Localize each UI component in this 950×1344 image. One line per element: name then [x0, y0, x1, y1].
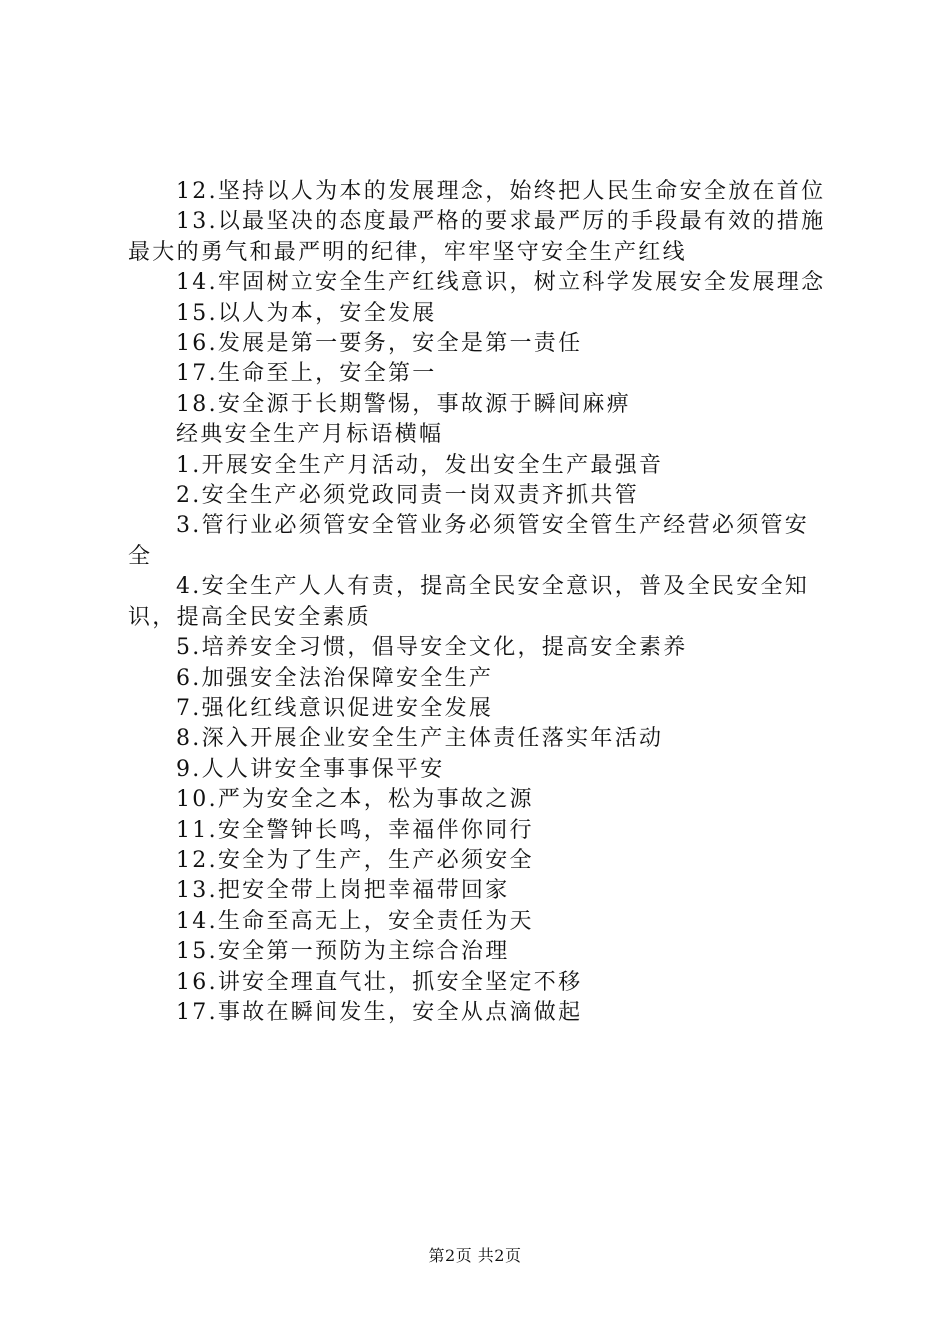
slogan-paragraph: 7.强化红线意识促进安全发展 [176, 695, 494, 721]
slogan-paragraph: 5.培养安全习惯，倡导安全文化，提高安全素养 [176, 635, 688, 661]
slogan-paragraph: 12.坚持以人为本的发展理念，始终把人民生命安全放在首位 [176, 179, 826, 204]
slogan-paragraph: 15.以人为本，安全发展 [176, 300, 437, 326]
slogan-paragraph: 13.把安全带上岗把幸福带回家 [176, 878, 510, 904]
slogan-paragraph: 3.管行业必须管安全管业务必须管安全管生产经营必须管安全 [128, 513, 810, 569]
slogan-paragraph: 17.生命至上，安全第一 [176, 361, 437, 387]
slogan-paragraph: 11.安全警钟长鸣，幸福伴你同行 [176, 817, 534, 843]
slogan-paragraph: 9.人人讲安全事事保平安 [176, 756, 445, 782]
slogan-paragraph: 18.安全源于长期警惕，事故源于瞬间麻痹 [176, 391, 631, 417]
slogan-paragraph: 14.生命至高无上，安全责任为天 [176, 908, 534, 934]
slogan-paragraph: 4.安全生产人人有责，提高全民安全意识，普及全民安全知识，提高全民安全素质 [128, 574, 810, 630]
slogan-paragraph: 17.事故在瞬间发生，安全从点滴做起 [176, 999, 583, 1025]
section-heading: 经典安全生产月标语横幅 [176, 422, 444, 448]
slogan-paragraph: 16.发展是第一要务，安全是第一责任 [176, 331, 583, 357]
document-body [128, 177, 832, 1028]
slogan-paragraph: 16.讲安全理直气壮，抓安全坚定不移 [176, 969, 583, 995]
slogan-paragraph: 12.安全为了生产，生产必须安全 [176, 847, 534, 873]
slogan-paragraph: 8.深入开展企业安全生产主体责任落实年活动 [176, 726, 664, 752]
slogan-paragraph: 10.严为安全之本，松为事故之源 [176, 787, 534, 813]
slogan-paragraph: 14.牢固树立安全生产红线意识，树立科学发展安全发展理念 [176, 270, 826, 296]
slogan-paragraph: 15.安全第一预防为主综合治理 [176, 939, 510, 965]
slogan-paragraph: 6.加强安全法治保障安全生产 [176, 665, 494, 691]
page-footer: 第2页 共2页 [428, 1246, 522, 1265]
slogan-paragraph: 2.安全生产必须党政同责一岗双责齐抓共管 [176, 483, 639, 509]
slogan-paragraph: 1.开展安全生产月活动，发出安全生产最强音 [176, 452, 664, 478]
slogan-paragraph: 13.以最坚决的态度最严格的要求最严厉的手段最有效的措施最大的勇气和最严明的纪律，牢牢坚守安全生产红线 [128, 209, 826, 265]
